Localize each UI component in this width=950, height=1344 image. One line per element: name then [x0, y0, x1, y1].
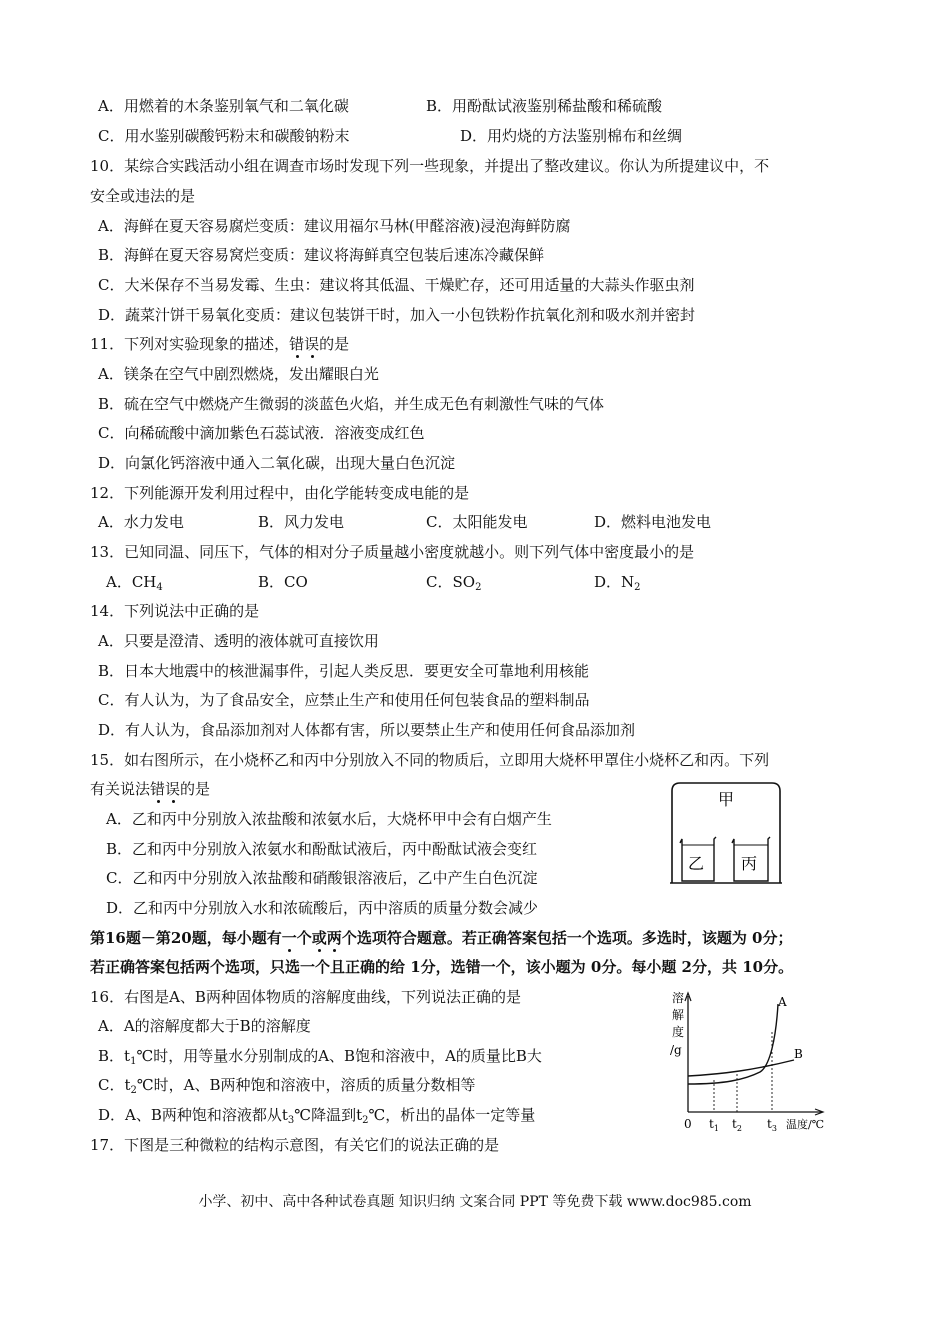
- q16-d-pre: D．A、B两种饱和溶液都从t: [98, 1106, 288, 1124]
- section-post: 选项符合题意。若正确答案包括一个选项。多选时，该题为 0分；: [356, 929, 793, 947]
- q11-stem-pre: 11．下列对实验现象的描述，: [90, 335, 290, 353]
- q13-c-sub: 2: [475, 582, 482, 593]
- q16-option-a: A．A的溶解度都大于B的溶解度: [98, 1017, 311, 1035]
- q11-option-d: D．向氯化钙溶液中通入二氧化碳，出现大量白色沉淀: [98, 454, 456, 472]
- label-bing: 丙: [741, 854, 758, 873]
- section-emph-4: 个: [341, 929, 357, 947]
- q15-stem2-post: 的是: [180, 780, 211, 798]
- q12-option-a: A．水力发电: [98, 513, 184, 531]
- q13-a-sub: 4: [156, 582, 163, 593]
- curve-b: [688, 1060, 794, 1076]
- q16-c-post: ℃时，A、B两种饱和溶液中，溶质的质量分数相等: [136, 1076, 476, 1094]
- section-emph-2: 或: [311, 929, 327, 947]
- q11-stem: [90, 334, 349, 354]
- page-footer: 小学、初中、高中各种试卷真题 知识归纳 文案合同 PPT 等免费下载 www.doc985.com: [198, 1194, 752, 1210]
- graph-ylabel-1: 溶: [672, 991, 685, 1005]
- q14-option-b: B．日本大地震中的核泄漏事件，引起人类反思．要更安全可靠地利用核能: [98, 662, 590, 680]
- q17-stem: 17．下图是三种微粒的结构示意图，有关它们的说法正确的是: [90, 1136, 500, 1154]
- q15-option-b: B．乙和丙中分别放入浓氨水和酚酞试液后，丙中酚酞试液会变红: [106, 840, 538, 858]
- q10-option-b: B．海鲜在夏天容易窝烂变质：建议将海鲜真空包装后速冻冷藏保鲜: [98, 246, 545, 264]
- q11-option-b: B．硫在空气中燃烧产生微弱的淡蓝色火焰，并生成无色有刺激性气味的气体: [98, 395, 605, 413]
- graph-t3-t: t: [767, 1117, 772, 1131]
- graph-t1-t: t: [709, 1117, 714, 1131]
- q16-option-c: [98, 1075, 476, 1101]
- q11-emph-2: 误: [304, 335, 320, 353]
- graph-ylabel-4: /g: [670, 1043, 682, 1057]
- q15-stem-line1: 15．如右图所示，在小烧杯乙和丙中分别放入不同的物质后，立即用大烧杯甲罩住小烧杯乙和丙。下列: [90, 751, 770, 769]
- q10-stem-line1: 10．某综合实践活动小组在调查市场时发现下列一些现象，并提出了整改建议。你认为所提建议中，不: [90, 157, 770, 175]
- q10-option-d: D．蔬菜汁饼干易氧化变质：建议包装饼干时，加入一小包铁粉作抗氧化剂和吸水剂并密封: [98, 306, 696, 324]
- q16-d-sub2: 2: [362, 1115, 369, 1126]
- q16-b-sub: 1: [130, 1056, 137, 1067]
- q12-option-c: C．太阳能发电: [426, 513, 528, 531]
- q15-option-d: D．乙和丙中分别放入水和浓硫酸后，丙中溶质的质量分数会减少: [106, 899, 539, 917]
- q13-option-b: B．CO: [258, 573, 308, 591]
- label-yi: 乙: [688, 854, 705, 873]
- solubility-graph: [664, 988, 836, 1136]
- q12-option-d: D．燃料电池发电: [594, 513, 712, 531]
- graph-t2-sub: 2: [736, 1124, 742, 1133]
- graph-t1: [709, 1117, 719, 1133]
- q15-option-c: C．乙和丙中分别放入浓盐酸和硝酸银溶液后，乙中产生白色沉淀: [106, 869, 538, 887]
- graph-ylabel-3: 度: [672, 1025, 685, 1039]
- section-mid: 个: [296, 929, 312, 947]
- q16-d-post: ℃，析出的晶体一定等量: [368, 1106, 536, 1124]
- q15-stem-line2: [90, 779, 210, 799]
- q13-c-text: C．SO: [426, 573, 476, 591]
- q12-stem: 12．下列能源开发利用过程中，由化学能转变成电能的是: [90, 484, 470, 502]
- q9-option-b: B．用酚酞试液鉴别稀盐酸和稀硫酸: [426, 97, 663, 115]
- beaker-figure: [668, 779, 783, 887]
- q9-option-d: D．用灼烧的方法鉴别棉布和丝绸: [460, 127, 683, 145]
- q15-stem2-pre: 有关说法: [90, 780, 151, 798]
- q11-option-c: C．向稀硫酸中滴加紫色石蕊试液．溶液变成红色: [98, 424, 425, 442]
- q13-d-text: D．N: [594, 573, 635, 591]
- section-emph-3: 两: [326, 929, 342, 947]
- q16-option-d: [98, 1105, 535, 1131]
- q16-b-pre: B．t: [98, 1047, 131, 1065]
- q14-stem: 14．下列说法中正确的是: [90, 602, 260, 620]
- q15-emph-2: 误: [165, 780, 181, 798]
- q16-d-sub1: 3: [287, 1115, 295, 1126]
- graph-t3-sub: 3: [771, 1124, 777, 1133]
- graph-origin: 0: [684, 1117, 692, 1131]
- label-jia: 甲: [718, 790, 735, 809]
- curve-b-label: B: [794, 1047, 803, 1061]
- q13-option-c: [426, 572, 481, 598]
- q13-d-sub: 2: [634, 582, 641, 593]
- q10-option-a: A．海鲜在夏天容易腐烂变质：建议用福尔马林(甲醛溶液)浸泡海鲜防腐: [98, 217, 571, 235]
- q13-option-a: [106, 572, 163, 598]
- q14-option-d: D．有人认为，食品添加剂对人体都有害，所以要禁止生产和使用任何食品添加剂: [98, 721, 636, 739]
- q9-option-a: A．用燃着的木条鉴别氧气和二氧化碳: [98, 97, 349, 115]
- q9-option-c: C．用水鉴别碳酸钙粉末和碳酸钠粉末: [98, 127, 350, 145]
- q16-stem: 16．右图是A、B两种固体物质的溶解度曲线，下列说法正确的是: [90, 988, 521, 1006]
- q14-option-c: C．有人认为，为了食品安全，应禁止生产和使用任何包装食品的塑料制品: [98, 691, 590, 709]
- q15-emph-1: 错: [150, 780, 166, 798]
- section-emph-1: 一: [281, 929, 297, 947]
- graph-ylabel-2: 解: [672, 1008, 685, 1022]
- q13-a-text: A．CH: [106, 573, 157, 591]
- q16-option-b: [98, 1046, 542, 1072]
- graph-t2: [732, 1117, 742, 1133]
- curve-a-label: A: [778, 995, 787, 1009]
- q11-stem-post: 的是: [319, 335, 350, 353]
- q16-c-pre: C．t: [98, 1076, 131, 1094]
- graph-t1-sub: 1: [713, 1124, 719, 1133]
- q15-option-a: A．乙和丙中分别放入浓盐酸和浓氨水后，大烧杯甲中会有白烟产生: [106, 810, 552, 828]
- q16-b-post: ℃时，用等量水分别制成的A、B饱和溶液中，A的质量比B大: [136, 1047, 542, 1065]
- graph-t2-t: t: [732, 1117, 737, 1131]
- q11-emph-1: 错: [289, 335, 305, 353]
- q10-stem-line2: 安全或违法的是: [90, 187, 196, 205]
- q13-option-d: [594, 572, 641, 598]
- q14-option-a: A．只要是澄清、透明的液体就可直接饮用: [98, 632, 379, 650]
- section-instruction-line1: [90, 928, 793, 948]
- section-pre: 第16题－第20题，每小题有: [90, 929, 282, 947]
- q10-option-c: C．大米保存不当易发霉、生虫：建议将其低温、干燥贮存，还可用适量的大蒜头作驱虫剂: [98, 276, 695, 294]
- q13-stem: 13．已知同温、同压下，气体的相对分子质量越小密度就越小。则下列气体中密度最小的是: [90, 543, 695, 561]
- q12-option-b: B．风力发电: [258, 513, 345, 531]
- section-instruction-line2: 若正确答案包括两个选项，只选一个且正确的给 1分，选错一个，该小题为 0分。每小题 2分，共 10分。: [90, 958, 794, 976]
- graph-t3: [767, 1117, 777, 1133]
- q11-option-a: A．镁条在空气中剧烈燃烧，发出耀眼白光: [98, 365, 379, 383]
- q16-d-mid: ℃降温到t: [294, 1106, 363, 1124]
- graph-xlabel: 温度/℃: [786, 1118, 825, 1131]
- q16-c-sub: 2: [130, 1085, 137, 1096]
